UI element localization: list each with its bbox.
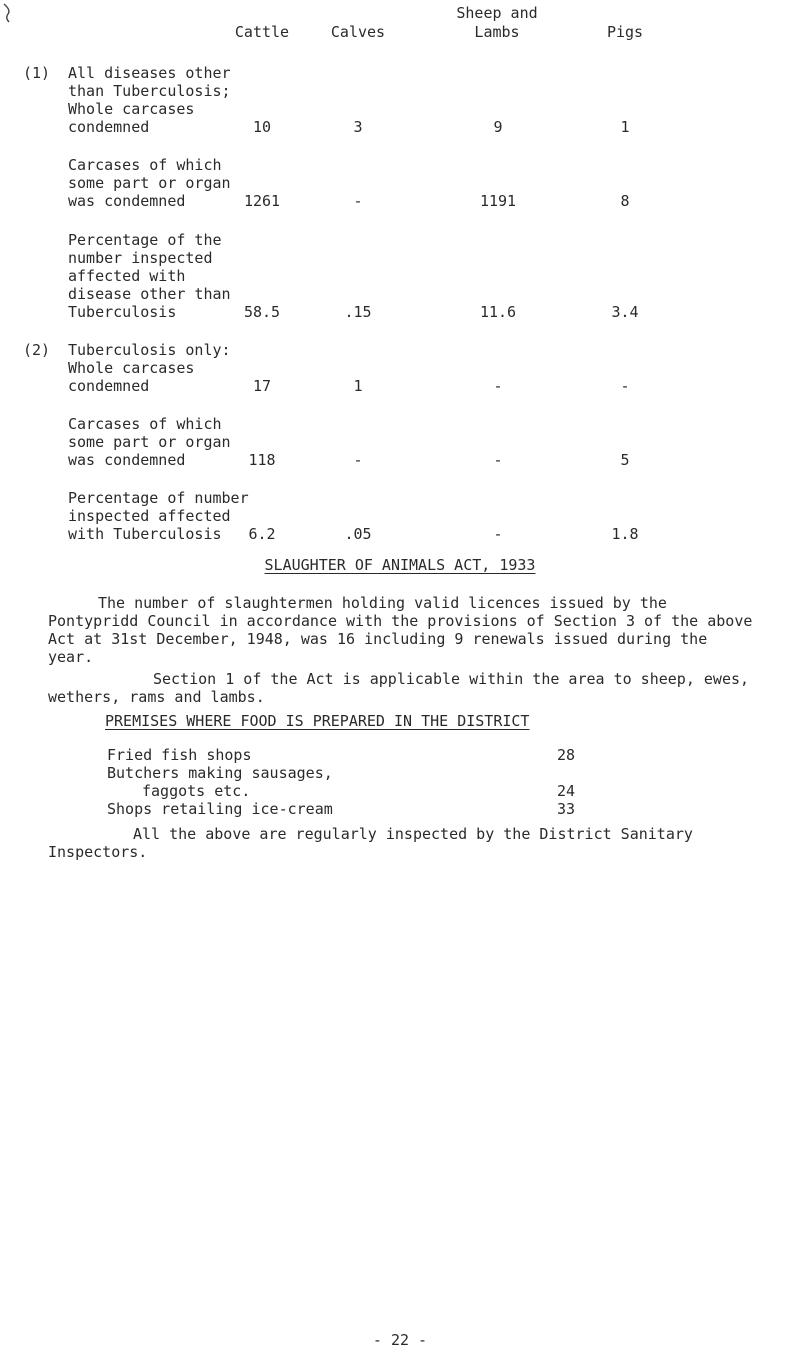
premises-note: All the above are regularly inspected by the District Sanitary Inspectors. — [48, 825, 693, 861]
row-prefix: (2) — [23, 341, 51, 359]
row-label-line: than Tuberculosis; — [68, 82, 231, 100]
row-label-line: affected with — [68, 267, 186, 285]
cell-cattle: 1261 — [243, 192, 281, 210]
header-cattle: Cattle — [234, 23, 290, 41]
slaughter-paragraph-1: The number of slaughtermen holding valid licences issued by the Pontypridd Council in accordance with the provisions of Section 3 of the above Act at 31st December, 1948, was 16 including 9 renewals issued during the year. — [48, 594, 753, 666]
row-label-line: some part or organ — [68, 433, 231, 451]
cell-pigs: 8 — [620, 192, 630, 210]
row-label-line: with Tuberculosis — [68, 525, 222, 543]
cell-pigs: - — [620, 377, 630, 395]
slaughter-paragraph-2: Section 1 of the Act is applicable within the area to sheep, ewes, wethers, rams and lambs. — [48, 670, 750, 706]
cell-sheep: - — [493, 377, 503, 395]
row-label-line: condemned — [68, 118, 150, 136]
row-label-line: Tuberculosis — [68, 303, 177, 321]
page-number: - 22 - — [372, 1331, 428, 1349]
row-label-line: number inspected — [68, 249, 213, 267]
row-label-line: Whole carcases — [68, 359, 195, 377]
cell-cattle: 17 — [252, 377, 272, 395]
row-label-line: Percentage of the — [68, 231, 222, 249]
cell-pigs: 1 — [620, 118, 630, 136]
row-label-line: disease other than — [68, 285, 231, 303]
cell-cattle: 6.2 — [248, 525, 276, 543]
section-heading-premises: PREMISES WHERE FOOD IS PREPARED IN THE DISTRICT — [105, 712, 530, 730]
column-headers — [0, 0, 800, 50]
cell-calves: .15 — [344, 303, 372, 321]
row-label-line: Carcases of which — [68, 415, 222, 433]
row-label-line: Whole carcases — [68, 100, 195, 118]
cell-sheep: - — [493, 451, 503, 469]
cell-sheep: 11.6 — [479, 303, 517, 321]
cell-sheep: 9 — [493, 118, 503, 136]
row-label-line: All diseases other — [68, 64, 231, 82]
cell-sheep: - — [493, 525, 503, 543]
cell-cattle: 58.5 — [243, 303, 281, 321]
cell-calves: - — [353, 451, 363, 469]
header-sheep-line2: Lambs — [474, 23, 520, 41]
cell-calves: - — [353, 192, 363, 210]
row-label-line: some part or organ — [68, 174, 231, 192]
cell-pigs: 5 — [620, 451, 630, 469]
cell-pigs: 3.4 — [611, 303, 639, 321]
row-label-line: was condemned — [68, 192, 186, 210]
header-pigs: Pigs — [606, 23, 644, 41]
row-label-line: inspected affected — [68, 507, 231, 525]
cell-calves: .05 — [344, 525, 372, 543]
premises-item-label: faggots etc. — [142, 782, 251, 800]
row-label-line: condemned — [68, 377, 150, 395]
premises-item-value: 24 — [557, 782, 576, 800]
row-prefix: (1) — [23, 64, 51, 82]
cell-sheep: 1191 — [479, 192, 517, 210]
row-label-line: Carcases of which — [68, 156, 222, 174]
row-label-line: Percentage of number — [68, 489, 249, 507]
row-label-line: was condemned — [68, 451, 186, 469]
cell-cattle: 118 — [248, 451, 276, 469]
cell-calves: 3 — [353, 118, 363, 136]
cell-cattle: 10 — [252, 118, 272, 136]
header-calves: Calves — [330, 23, 386, 41]
section-heading-slaughter: SLAUGHTER OF ANIMALS ACT, 1933 — [264, 556, 536, 574]
cell-pigs: 1.8 — [611, 525, 639, 543]
header-sheep-line1: Sheep and — [456, 4, 538, 22]
premises-item-label: Fried fish shops — [107, 746, 252, 764]
premises-item-value: 33 — [557, 800, 576, 818]
cell-calves: 1 — [353, 377, 363, 395]
premises-item-label: Shops retailing ice-cream — [107, 800, 333, 818]
premises-item-label: Butchers making sausages, — [107, 764, 333, 782]
row-label-line: Tuberculosis only: — [68, 341, 231, 359]
premises-item-value: 28 — [557, 746, 576, 764]
